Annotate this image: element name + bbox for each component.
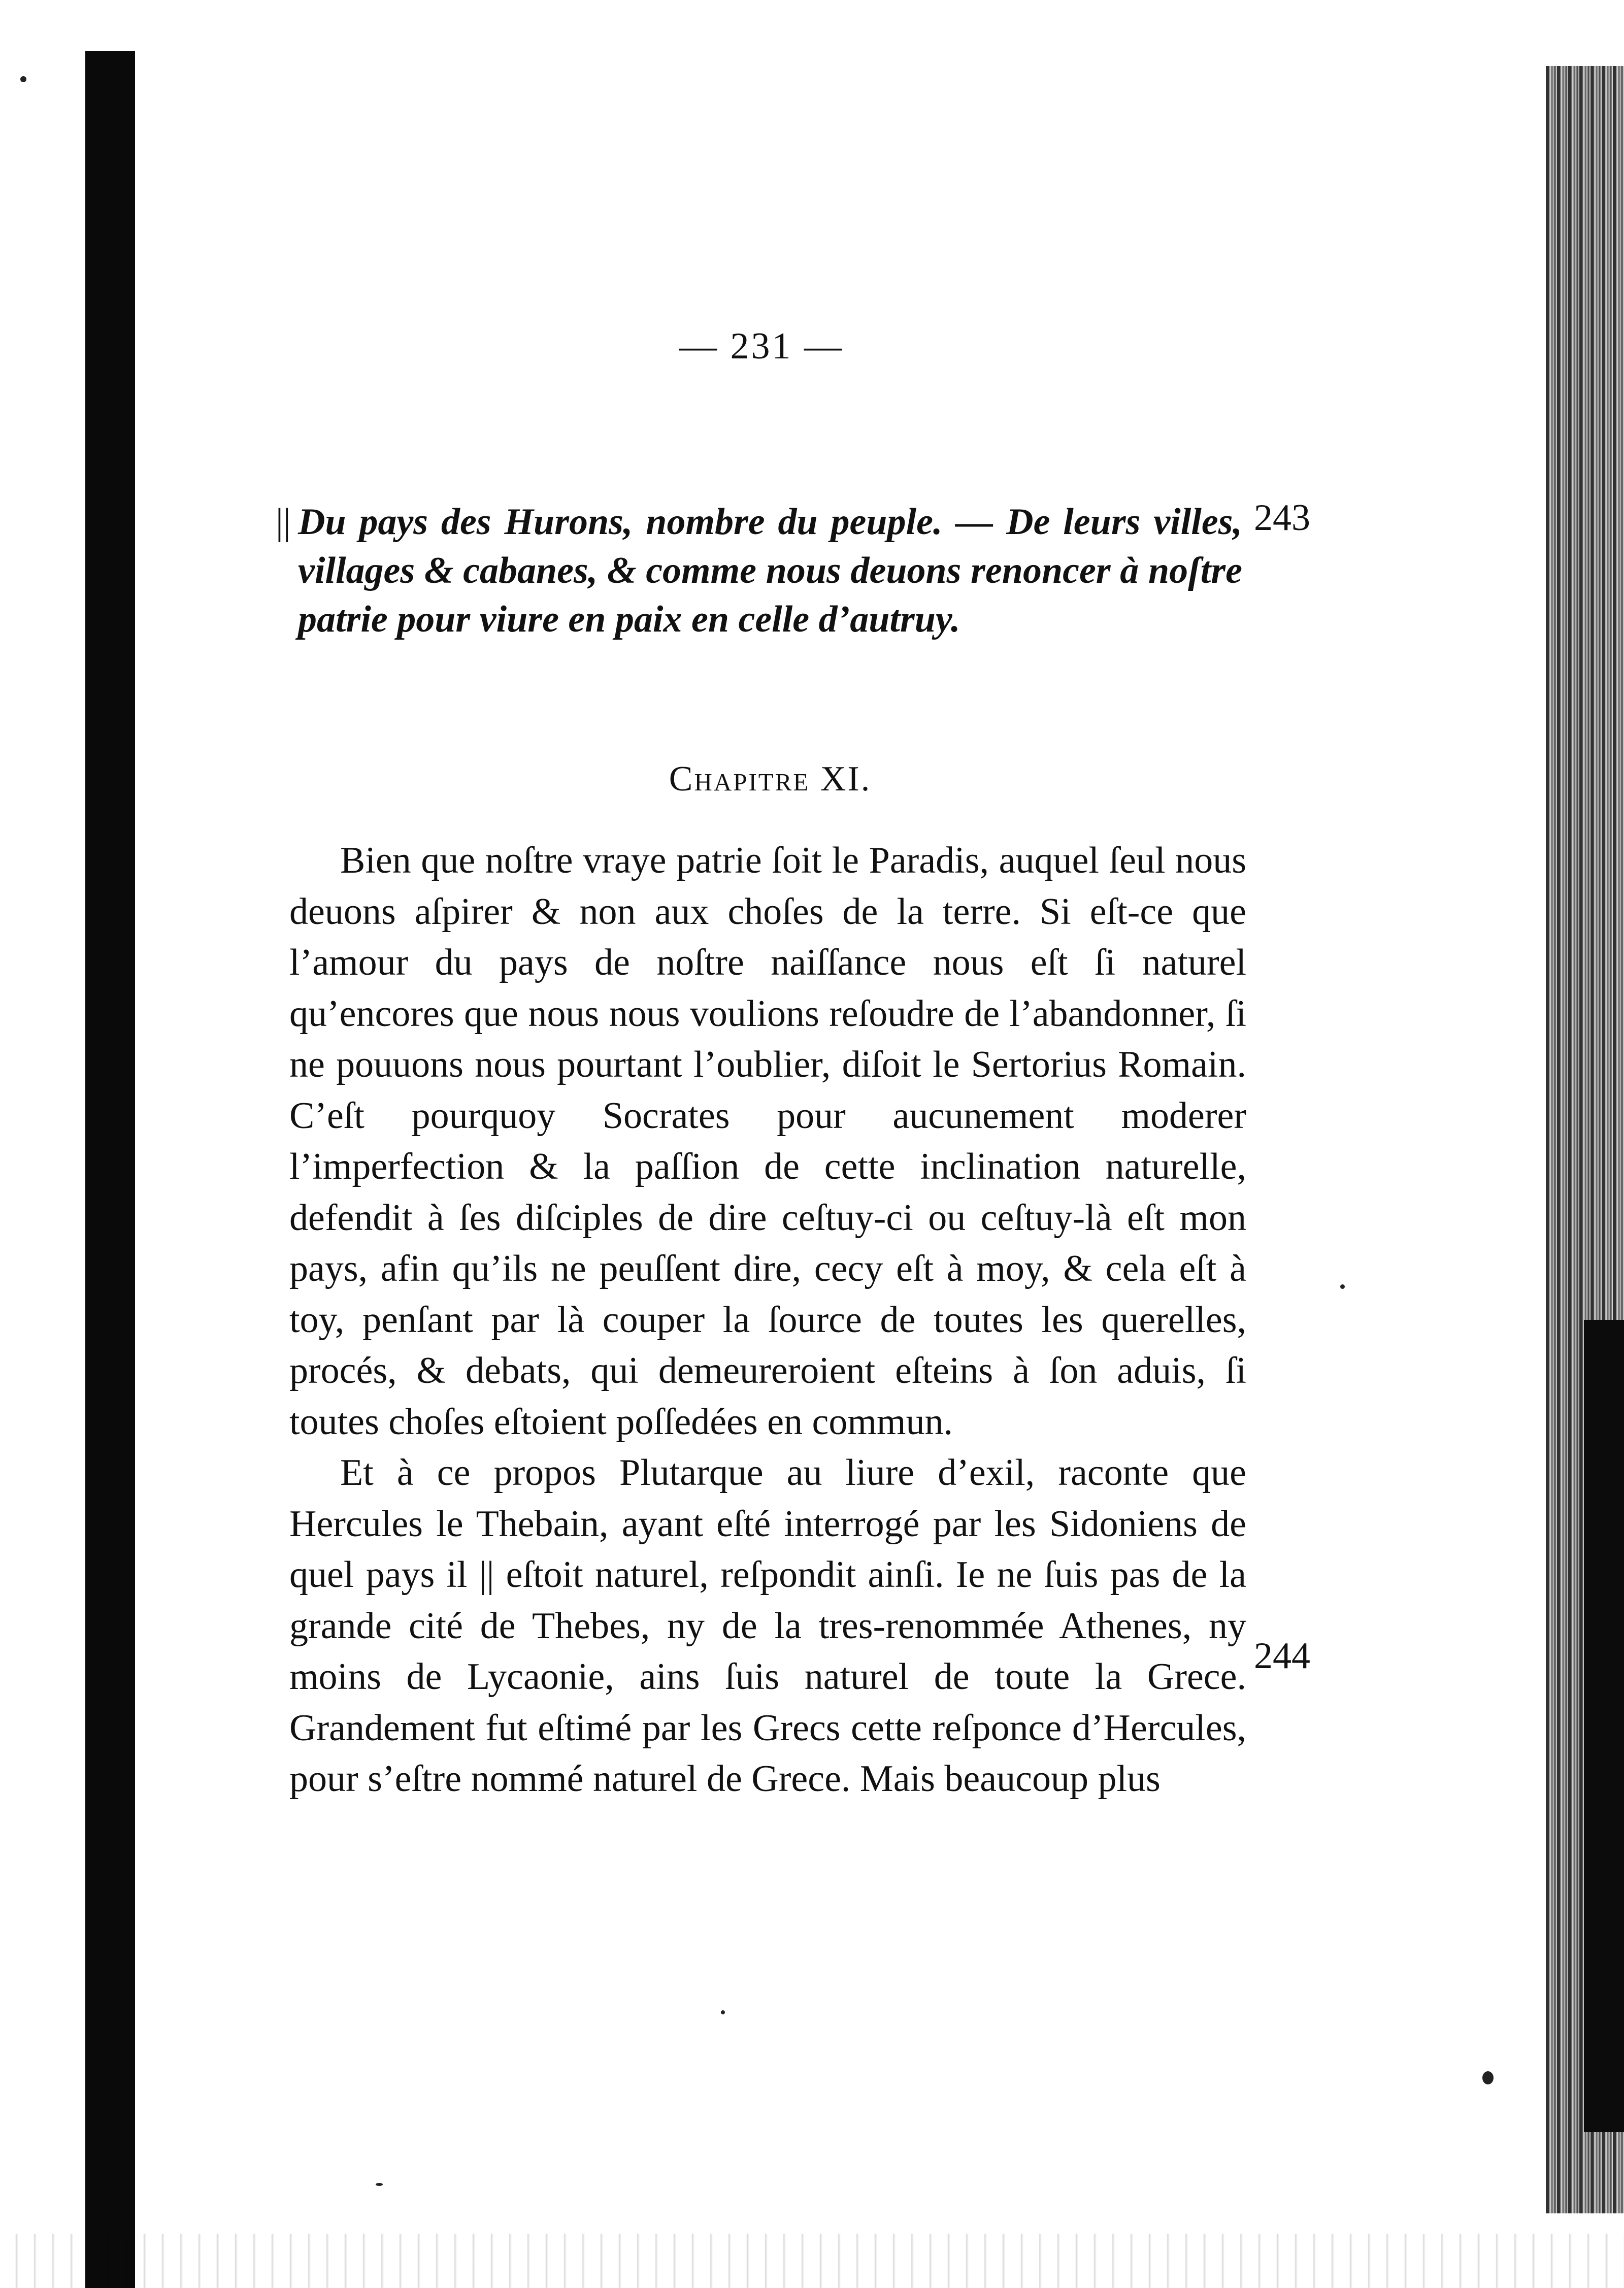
body-text bbox=[289, 835, 1246, 1805]
scan-speck bbox=[376, 2183, 383, 2186]
summary-text: Du pays des Hurons, nombre du peuple. — De leurs villes, villages & cabanes, & comme nous deuons renoncer à noſtre patrie pour viure en paix en celle d’autruy. bbox=[298, 501, 1242, 640]
scan-speck bbox=[1482, 2071, 1494, 2084]
scan-page-edge-dark bbox=[1584, 1320, 1624, 2132]
pilcrow-marker: || bbox=[276, 501, 291, 543]
scan-binding-shadow bbox=[85, 51, 135, 2288]
paragraph: Bien que noſtre vraye patrie ſoit le Paradis, auquel ſeul nous deuons aſpirer & non aux choſes de la terre. Si eſt-ce que l’amour du pays de noſtre naiſſance nous eſt ſi naturel qu’encores que nous nous voulions reſoudre de l’abandonner, ſi ne pouuons nous pourtant l’oublier, diſoit le Sertorius Romain. C’eſt pourquoy Socrates pour aucunement moderer l’imperfection & la paſſion de cette inclination naturelle, defendit à ſes diſciples de dire ceſtuy-ci ou ceſtuy-là eſt mon pays, afin qu’ils ne peuſſent dire, cecy eſt à moy, & cela eſt à toy, penſant par là couper la ſource de toutes les querelles, procés, & debats, qui demeureroient eſteins à ſon aduis, ſi toutes choſes eſtoient poſſedées en commun. bbox=[289, 840, 1246, 1443]
chapter-heading: Chapitre XI. bbox=[669, 759, 872, 799]
scan-speck bbox=[20, 76, 26, 82]
margin-page-number: 243 bbox=[1254, 497, 1310, 539]
paragraph: Et à ce propos Plutarque au liure d’exil, raconte que Hercules le Thebain, ayant eſté interrogé par les Sidoniens de quel pays il || eſtoit naturel, reſpondit ainſi. Ie ne ſuis pas de la grande cité de Thebes, ny de la tres-renommée Athenes, ny moins de Lycaonie, ains ſuis naturel de toute la Grece. Grandement fut eſtimé par les Grecs cette reſponce d’Hercules, pour s’eſtre nommé naturel de Grece. Mais beaucoup plus bbox=[289, 1452, 1246, 1800]
scan-bottom-noise bbox=[0, 2234, 1624, 2288]
scan-speck bbox=[721, 2010, 725, 2014]
scan-speck bbox=[1340, 1284, 1345, 1289]
margin-page-number: 244 bbox=[1254, 1635, 1310, 1677]
chapter-summary bbox=[276, 498, 1242, 644]
page-number: — 231 — bbox=[679, 325, 844, 367]
